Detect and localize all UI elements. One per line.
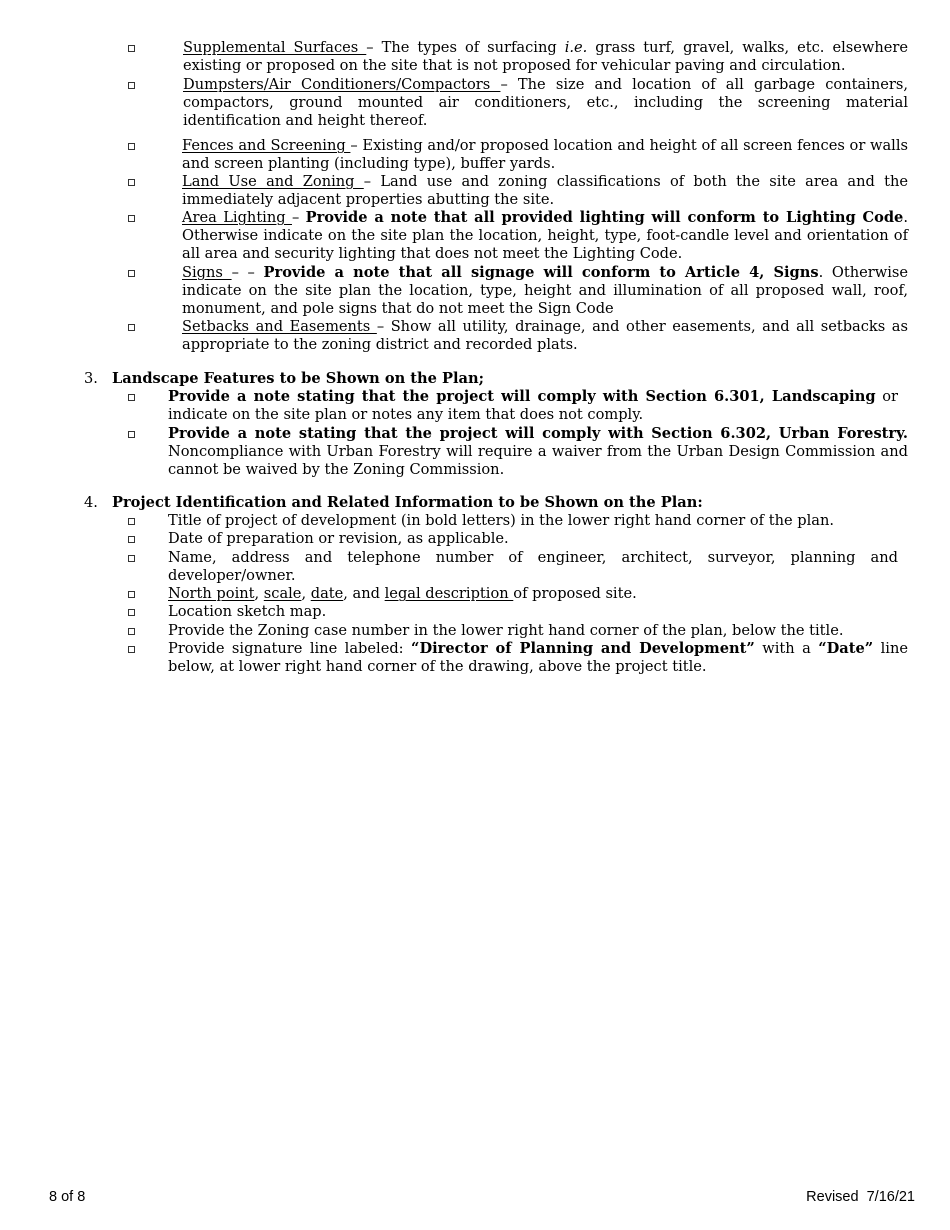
- list-item: [183, 76, 908, 130]
- item-text: Date of preparation or revision, as applicable.: [168, 530, 509, 547]
- item-text: grass turf, gravel, walks, etc. elsewhere existing or proposed on the site that is not proposed for vehicular paving and circulation.: [183, 39, 909, 75]
- list-item: [183, 39, 908, 75]
- checkbox-icon: [128, 591, 135, 598]
- item-bold-text: Provide a note stating that the project will comply with Section 6.301, Landscaping: [168, 388, 876, 405]
- checkbox-icon: [128, 536, 135, 543]
- item-text: – Show all utility, drainage, and other easements, and all setbacks as appropriate to the zoning district and recorded plats.: [182, 318, 908, 354]
- section-heading: Landscape Features to be Shown on the Plan;: [112, 370, 484, 387]
- revision-date: Revised 7/16/21: [806, 1189, 915, 1205]
- item-text: –: [291, 209, 306, 226]
- item-text: Title of project of development (in bold letters) in the lower right hand corner of the plan.: [168, 512, 834, 529]
- list-item: [168, 549, 898, 585]
- checkbox-icon: [128, 628, 135, 635]
- item-bold-text: Provide a note stating that the project will comply with Section 6.302, Urban Forestry.: [168, 425, 908, 442]
- checkbox-icon: [128, 646, 135, 653]
- checkbox-icon: [128, 45, 135, 52]
- item-text: line below, at lower right hand corner of the drawing, above the project title.: [168, 640, 908, 676]
- list-item: [168, 585, 908, 603]
- list-item: [168, 640, 908, 676]
- item-title: Signs: [182, 264, 232, 281]
- item-underlined-text: North point: [168, 585, 255, 602]
- item-text: – –: [231, 264, 264, 281]
- list-item: [182, 209, 908, 263]
- list-item: [168, 603, 908, 621]
- item-text: or indicate on the site plan or notes any item that does not comply.: [168, 388, 898, 424]
- list-item: [168, 388, 898, 424]
- checkbox-icon: [128, 324, 135, 331]
- checkbox-icon: [128, 215, 135, 222]
- checkbox-icon: [128, 143, 135, 150]
- item-text: i.e.: [564, 39, 588, 56]
- list-item: [182, 264, 908, 318]
- list-item: [182, 173, 908, 209]
- item-title: Dumpsters/Air Conditioners/Compactors: [183, 76, 501, 93]
- item-text: . Otherwise indicate on the site plan the location, type, height and illumination of all proposed wall, roof, monument, and pole signs that do not meet the Sign Code: [182, 264, 909, 318]
- item-underlined-text: scale: [263, 585, 302, 602]
- item-text: of proposed site.: [513, 585, 637, 602]
- item-text: . Otherwise indicate on the site plan the location, height, type, foot-candle level and orientation of all area and security lighting that does not meet the Lighting Code.: [182, 209, 908, 263]
- item-text: Noncompliance with Urban Forestry will require a waiver from the Urban Design Commission and cannot be waived by the Zoning Commission.: [168, 443, 908, 479]
- item-text: Provide signature line labeled:: [168, 640, 412, 657]
- section-number: 4.: [84, 494, 98, 511]
- section-heading: Project Identification and Related Information to be Shown on the Plan:: [112, 494, 703, 511]
- checkbox-icon: [128, 394, 135, 401]
- checkbox-icon: [128, 82, 135, 89]
- item-bold-text: Provide a note that all provided lighting will conform to Lighting Code: [305, 209, 904, 226]
- page-number: 8 of 8: [49, 1189, 86, 1205]
- item-title: Supplemental Surfaces: [183, 39, 367, 56]
- item-title: Area Lighting: [182, 209, 292, 226]
- checkbox-icon: [128, 518, 135, 525]
- item-text: – The size and location of all garbage containers, compactors, ground mounted air conditioners, etc., including the screening material identification and height thereof.: [183, 76, 908, 130]
- checkbox-icon: [128, 609, 135, 616]
- list-item: [168, 425, 908, 479]
- item-text: – Existing and/or proposed location and height of all screen fences or walls and screen planting (including type), buffer yards.: [182, 137, 909, 173]
- item-title: Land Use and Zoning: [182, 173, 364, 190]
- item-text: Location sketch map.: [168, 603, 327, 620]
- list-item: [168, 622, 908, 640]
- item-text: with a: [754, 640, 819, 657]
- item-bold-text: Provide a note that all signage will conform to Article 4, Signs: [263, 264, 819, 281]
- item-text: , and: [343, 585, 385, 602]
- checkbox-icon: [128, 431, 135, 438]
- item-underlined-text: date: [310, 585, 344, 602]
- item-text: Name, address and telephone number of engineer, architect, surveyor, planning and developer/owner.: [168, 549, 898, 585]
- item-text: – The types of surfacing: [366, 39, 565, 56]
- item-text: Provide the Zoning case number in the lower right hand corner of the plan, below the title.: [168, 622, 844, 639]
- section-number: 3.: [84, 370, 98, 387]
- list-item: [182, 318, 908, 354]
- list-item: [168, 512, 908, 530]
- item-bold-text: “Date”: [818, 640, 874, 657]
- item-title: Setbacks and Easements: [182, 318, 377, 335]
- item-text: ,: [254, 585, 264, 602]
- checkbox-icon: [128, 270, 135, 277]
- item-title: Fences and Screening: [182, 137, 351, 154]
- item-text: ,: [301, 585, 311, 602]
- checkbox-icon: [128, 179, 135, 186]
- item-bold-text: “Director of Planning and Development”: [411, 640, 755, 657]
- item-text: – Land use and zoning classifications of both the site area and the immediately adjacent properties abutting the site.: [182, 173, 909, 209]
- list-item: [168, 530, 908, 548]
- item-underlined-text: legal description: [384, 585, 514, 602]
- list-item: [182, 137, 908, 173]
- checkbox-icon: [128, 555, 135, 562]
